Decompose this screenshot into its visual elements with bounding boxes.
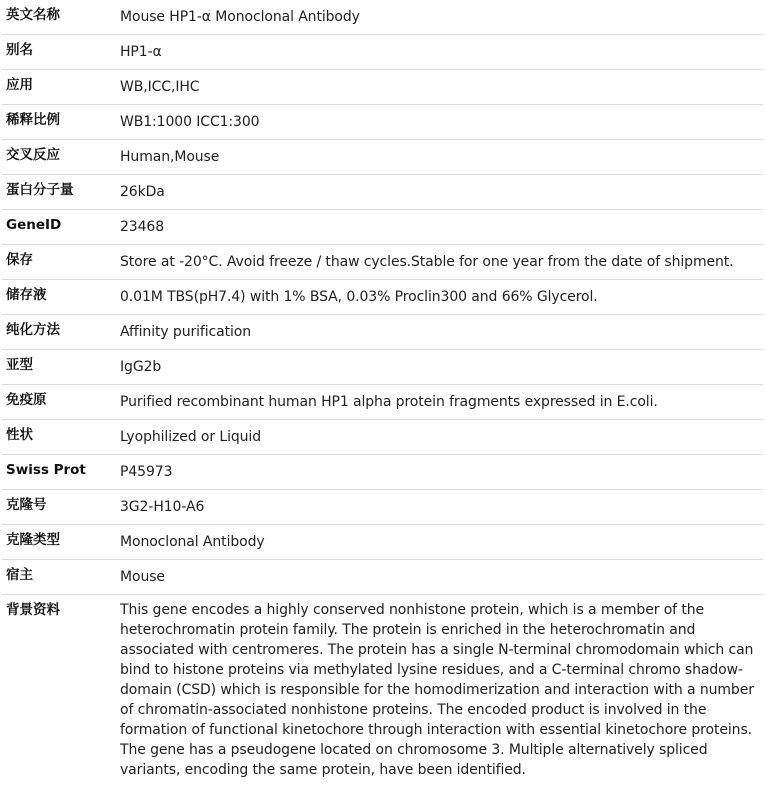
spec-row-background bbox=[2, 595, 763, 788]
spec-label: 性状 bbox=[2, 420, 120, 455]
spec-row-host bbox=[2, 560, 763, 595]
spec-label: 应用 bbox=[2, 70, 120, 105]
spec-value: Store at -20°C. Avoid freeze / thaw cycles.Stable for one year from the date of shipment. bbox=[120, 245, 763, 280]
spec-row-dilution bbox=[2, 105, 763, 140]
spec-label: 保存 bbox=[2, 245, 120, 280]
spec-row-purification bbox=[2, 315, 763, 350]
spec-row-form bbox=[2, 420, 763, 455]
spec-value: 3G2-H10-A6 bbox=[120, 490, 763, 525]
spec-label: 交叉反应 bbox=[2, 140, 120, 175]
spec-row-immunogen bbox=[2, 385, 763, 420]
spec-label: 宿主 bbox=[2, 560, 120, 595]
spec-label: 蛋白分子量 bbox=[2, 175, 120, 210]
spec-value: P45973 bbox=[120, 455, 763, 490]
spec-value: Monoclonal Antibody bbox=[120, 525, 763, 560]
spec-label: 英文名称 bbox=[2, 0, 120, 35]
spec-row-molecular-weight bbox=[2, 175, 763, 210]
spec-row-storage bbox=[2, 245, 763, 280]
spec-row-reactivity bbox=[2, 140, 763, 175]
spec-label: 纯化方法 bbox=[2, 315, 120, 350]
spec-value: Human,Mouse bbox=[120, 140, 763, 175]
spec-value: Affinity purification bbox=[120, 315, 763, 350]
spec-row-swiss-prot bbox=[2, 455, 763, 490]
spec-label: GeneID bbox=[2, 210, 120, 245]
spec-row-alias bbox=[2, 35, 763, 70]
product-spec-table bbox=[2, 0, 763, 788]
spec-label: 稀释比例 bbox=[2, 105, 120, 140]
spec-row-english-name bbox=[2, 0, 763, 35]
spec-value: 0.01M TBS(pH7.4) with 1% BSA, 0.03% Proclin300 and 66% Glycerol. bbox=[120, 280, 763, 315]
spec-label: 免疫原 bbox=[2, 385, 120, 420]
spec-label: 背景资料 bbox=[2, 595, 120, 788]
spec-label: Swiss Prot bbox=[2, 455, 120, 490]
spec-value: WB,ICC,IHC bbox=[120, 70, 763, 105]
spec-row-clone-type bbox=[2, 525, 763, 560]
spec-value: WB1:1000 ICC1:300 bbox=[120, 105, 763, 140]
spec-row-gene-id bbox=[2, 210, 763, 245]
spec-row-clone-number bbox=[2, 490, 763, 525]
spec-label: 克隆类型 bbox=[2, 525, 120, 560]
spec-label: 克隆号 bbox=[2, 490, 120, 525]
spec-value: IgG2b bbox=[120, 350, 763, 385]
spec-row-application bbox=[2, 70, 763, 105]
spec-value-paragraph: This gene encodes a highly conserved nonhistone protein, which is a member of the heterochromatin protein family. The protein is enriched in the heterochromatin and associated with centromeres. The protein has a single N-terminal chromodomain which can bind to histone proteins via methylated lysine residues, and a C-terminal chromo shadow-domain (CSD) which is responsible for the homodimerization and interaction with a number of chromatin-associated nonhistone proteins. The encoded product is involved in the formation of functional kinetochore through interaction with essential kinetochore proteins. The gene has a pseudogene located on chromosome 3. Multiple alternatively spliced variants, encoding the same protein, have been identified. bbox=[120, 595, 763, 788]
spec-label: 别名 bbox=[2, 35, 120, 70]
spec-value: Lyophilized or Liquid bbox=[120, 420, 763, 455]
spec-row-isotype bbox=[2, 350, 763, 385]
spec-value: Mouse HP1-α Monoclonal Antibody bbox=[120, 0, 763, 35]
spec-value: HP1-α bbox=[120, 35, 763, 70]
spec-value: Mouse bbox=[120, 560, 763, 595]
spec-row-buffer bbox=[2, 280, 763, 315]
spec-label: 亚型 bbox=[2, 350, 120, 385]
spec-value: Purified recombinant human HP1 alpha protein fragments expressed in E.coli. bbox=[120, 385, 763, 420]
spec-value: 23468 bbox=[120, 210, 763, 245]
spec-label: 储存液 bbox=[2, 280, 120, 315]
spec-value: 26kDa bbox=[120, 175, 763, 210]
